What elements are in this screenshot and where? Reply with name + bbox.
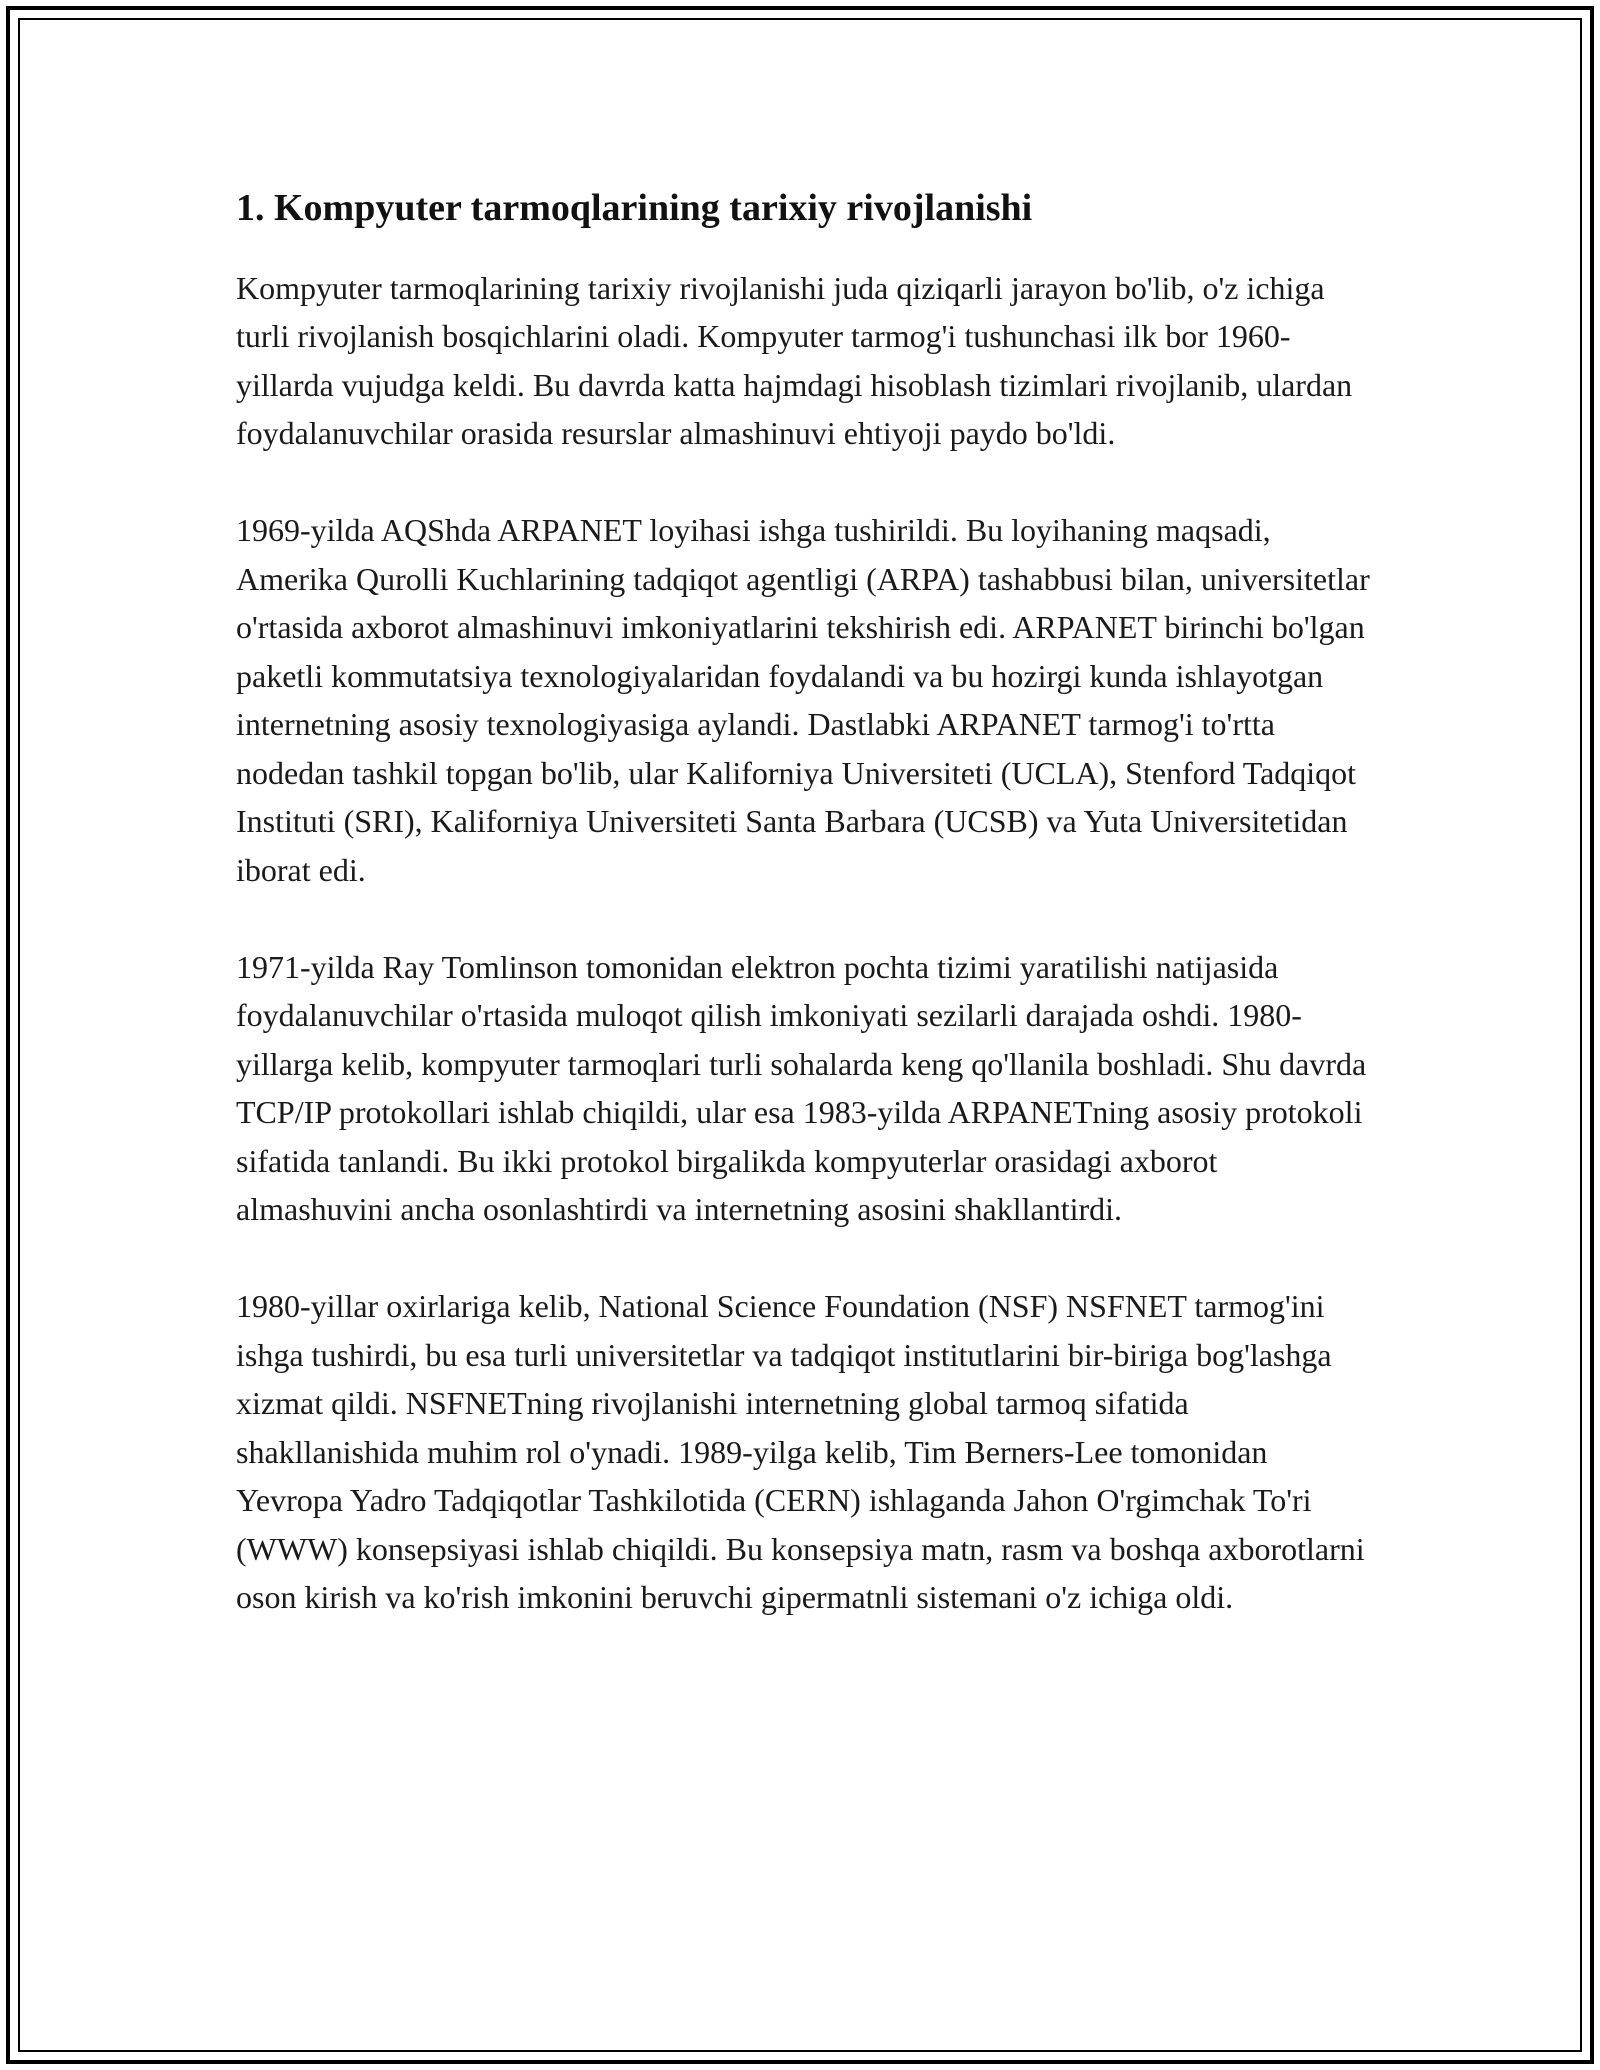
paragraph-nsfnet-www: 1980-yillar oxirlariga kelib, National Science Foundation (NSF) NSFNET tarmog'ini ishga tushirdi, bu esa turli universitetlar va tadqiqot institutlarini bir-biriga bog'lashga xizmat qildi. NSFNETning rivojlanishi internetning global tarmoq sifatida shakllanishida muhim rol o'ynadi. 1989-yilga kelib, Tim Berners-Lee tomonidan Yevropa Yadro Tadqiqotlar Tashkilotida (CERN) ishlaganda Jahon O'rgimchak To'ri (WWW) konsepsiyasi ishlab chiqildi. Bu konsepsiya matn, rasm va boshqa axborotlarni oson kirish va ko'rish imkonini beruvchi gipermatnli sistemani o'z ichiga oldi. xyxy=(236,1288,1365,1616)
section-heading: 1. Kompyuter tarmoqlarining tarixiy rivojlanishi xyxy=(236,187,1033,229)
paragraph-email-tcpip: 1971-yilda Ray Tomlinson tomonidan elektron pochta tizimi yaratilishi natijasida foydalanuvchilar o'rtasida muloqot qilish imkoniyati sezilarli darajada oshdi. 1980-yillarga kelib, kompyuter tarmoqlari turli sohalarda keng qo'llanila boshladi. Shu davrda TCP/IP protokollari ishlab chiqildi, ular esa 1983-yilda ARPANETning asosiy protokoli sifatida tanlandi. Bu ikki protokol birgalikda kompyuterlar orasidagi axborot almashuvini ancha osonlashtirdi va internetning asosini shakllantirdi. xyxy=(236,948,1367,1228)
document-body xyxy=(236,186,1376,1670)
paragraph-arpanet: 1969-yilda AQShda ARPANET loyihasi ishga tushirildi. Bu loyihaning maqsadi, Amerika Qurolli Kuchlarining tadqiqot agentligi (ARPA) tashabbusi bilan, universitetlar o'rtasida axborot almashinuvi imkoniyatlarini tekshirish edi. ARPANET birinchi bo'lgan paketli kommutatsiya texnologiyalaridan foydalandi va bu hozirgi kunda ishlayotgan internetning asosiy texnologiyasiga aylandi. Dastlabki ARPANET tarmog'i to'rtta nodedan tashkil topgan bo'lib, ular Kaliforniya Universiteti (UCLA), Stenford Tadqiqot Instituti (SRI), Kaliforniya Universiteti Santa Barbara (UCSB) va Yuta Universitetidan iborat edi. xyxy=(236,512,1370,888)
paragraph-intro: Kompyuter tarmoqlarining tarixiy rivojlanishi juda qiziqarli jarayon bo'lib, o'z ichiga turli rivojlanish bosqichlarini oladi. Kompyuter tarmog'i tushunchasi ilk bor 1960-yillarda vujudga keldi. Bu davrda katta hajmdagi hisoblash tizimlari rivojlanib, ulardan foydalanuvchilar orasida resurslar almashinuvi ehtiyoji paydo bo'ldi. xyxy=(236,269,1353,452)
